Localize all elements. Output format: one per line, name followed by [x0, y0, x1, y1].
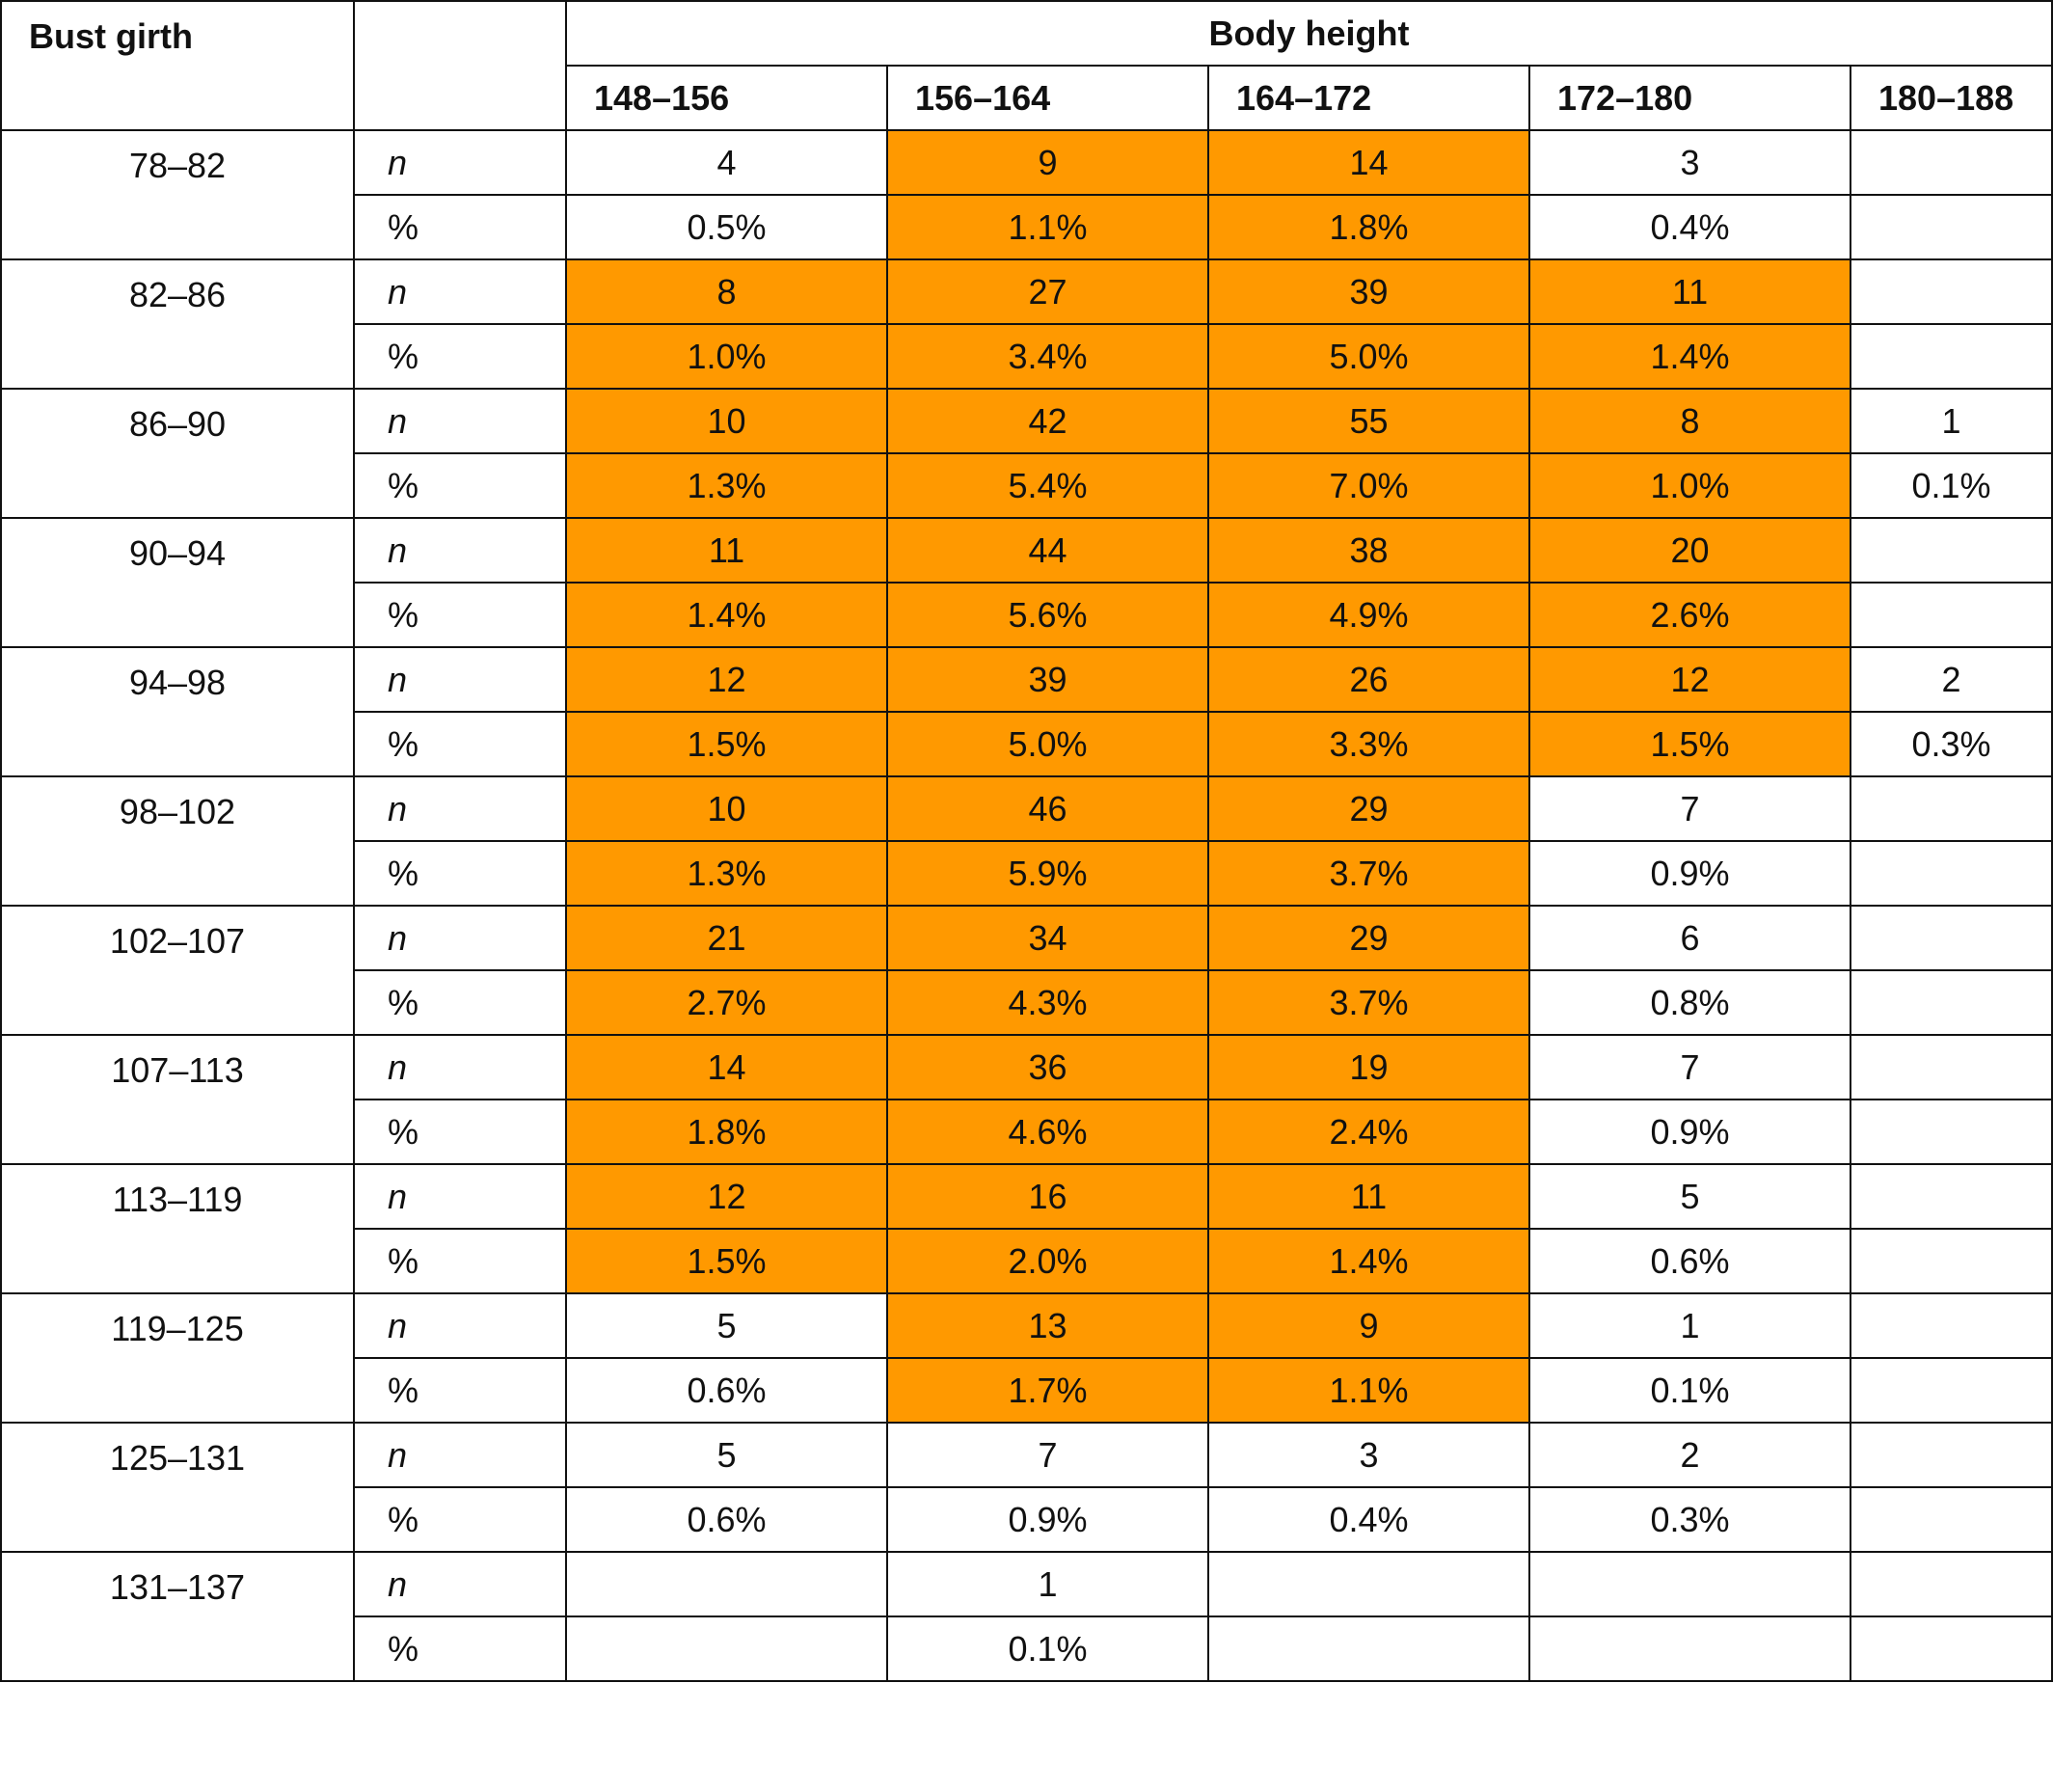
percent-cell [1850, 1100, 2052, 1164]
count-cell [1850, 1552, 2052, 1616]
percent-cell [1850, 841, 2052, 906]
count-cell: 8 [566, 259, 887, 324]
count-cell: 7 [887, 1423, 1208, 1487]
row-type-percent: % [354, 324, 566, 389]
row-type-percent: % [354, 841, 566, 906]
count-cell: 6 [1529, 906, 1850, 970]
percent-cell: 1.5% [566, 1229, 887, 1293]
percent-cell: 1.0% [566, 324, 887, 389]
percent-cell: 0.4% [1529, 195, 1850, 259]
height-range-header: 148–156 [566, 66, 887, 130]
percent-cell: 1.3% [566, 453, 887, 518]
bust-girth-range: 102–107 [1, 906, 354, 1035]
height-range-header: 156–164 [887, 66, 1208, 130]
row-type-n: n [354, 259, 566, 324]
percent-cell: 1.7% [887, 1358, 1208, 1423]
percent-cell: 0.6% [566, 1487, 887, 1552]
percent-cell: 0.1% [1529, 1358, 1850, 1423]
percent-cell: 5.0% [1208, 324, 1529, 389]
bust-girth-range: 119–125 [1, 1293, 354, 1423]
count-cell: 14 [1208, 130, 1529, 195]
count-cell: 5 [1529, 1164, 1850, 1229]
count-cell [1850, 776, 2052, 841]
percent-cell: 2.4% [1208, 1100, 1529, 1164]
row-type-n: n [354, 1035, 566, 1100]
bust-girth-range: 94–98 [1, 647, 354, 776]
percent-cell: 2.0% [887, 1229, 1208, 1293]
percent-cell: 1.4% [1529, 324, 1850, 389]
table-row [1, 389, 2052, 453]
row-type-percent: % [354, 1229, 566, 1293]
table-row [1, 776, 2052, 841]
row-type-n: n [354, 1423, 566, 1487]
count-cell: 20 [1529, 518, 1850, 583]
count-cell [566, 1552, 887, 1616]
row-type-percent: % [354, 583, 566, 647]
count-cell [1850, 906, 2052, 970]
table-header [1, 1, 2052, 130]
count-cell: 1 [887, 1552, 1208, 1616]
table-row [1, 518, 2052, 583]
percent-cell: 7.0% [1208, 453, 1529, 518]
count-cell: 39 [1208, 259, 1529, 324]
row-type-n: n [354, 906, 566, 970]
count-cell: 2 [1850, 647, 2052, 712]
percent-cell: 0.5% [566, 195, 887, 259]
bust-girth-range: 98–102 [1, 776, 354, 906]
percent-cell: 3.3% [1208, 712, 1529, 776]
table-row [1, 130, 2052, 195]
row-type-n: n [354, 389, 566, 453]
count-cell: 12 [1529, 647, 1850, 712]
row-type-percent: % [354, 712, 566, 776]
count-cell: 21 [566, 906, 887, 970]
row-type-percent: % [354, 970, 566, 1035]
count-cell [1850, 1035, 2052, 1100]
percent-cell: 4.3% [887, 970, 1208, 1035]
percent-cell [566, 1616, 887, 1681]
count-cell: 29 [1208, 776, 1529, 841]
row-type-percent: % [354, 1100, 566, 1164]
count-cell: 42 [887, 389, 1208, 453]
table-row [1, 1035, 2052, 1100]
count-cell: 9 [887, 130, 1208, 195]
row-type-n: n [354, 130, 566, 195]
count-cell: 7 [1529, 1035, 1850, 1100]
percent-cell [1529, 1616, 1850, 1681]
table-row [1, 1552, 2052, 1616]
percent-cell: 1.8% [566, 1100, 887, 1164]
percent-cell: 5.6% [887, 583, 1208, 647]
percent-cell: 0.9% [1529, 1100, 1850, 1164]
count-cell [1850, 1164, 2052, 1229]
percent-cell [1850, 583, 2052, 647]
count-cell: 12 [566, 647, 887, 712]
count-cell: 11 [566, 518, 887, 583]
height-range-header: 164–172 [1208, 66, 1529, 130]
count-cell: 3 [1529, 130, 1850, 195]
count-cell: 10 [566, 389, 887, 453]
percent-cell: 0.8% [1529, 970, 1850, 1035]
bust-girth-range: 86–90 [1, 389, 354, 518]
percent-cell: 1.1% [1208, 1358, 1529, 1423]
row-type-percent: % [354, 195, 566, 259]
bust-girth-range: 113–119 [1, 1164, 354, 1293]
percent-cell [1850, 1358, 2052, 1423]
percent-cell [1850, 324, 2052, 389]
percent-cell: 2.7% [566, 970, 887, 1035]
percent-cell: 3.4% [887, 324, 1208, 389]
percent-cell [1850, 1487, 2052, 1552]
percent-cell: 1.0% [1529, 453, 1850, 518]
row-type-n: n [354, 647, 566, 712]
height-range-header: 172–180 [1529, 66, 1850, 130]
percent-cell: 4.9% [1208, 583, 1529, 647]
count-cell: 5 [566, 1293, 887, 1358]
percent-cell [1850, 1616, 2052, 1681]
count-cell [1529, 1552, 1850, 1616]
count-cell: 5 [566, 1423, 887, 1487]
percent-cell: 1.5% [1529, 712, 1850, 776]
percent-cell: 0.6% [566, 1358, 887, 1423]
row-type-n: n [354, 1552, 566, 1616]
percent-cell: 1.1% [887, 195, 1208, 259]
percent-cell: 3.7% [1208, 841, 1529, 906]
count-cell: 11 [1208, 1164, 1529, 1229]
percent-cell: 2.6% [1529, 583, 1850, 647]
count-cell [1850, 1293, 2052, 1358]
count-cell: 7 [1529, 776, 1850, 841]
percent-cell [1850, 1229, 2052, 1293]
percent-cell: 0.3% [1529, 1487, 1850, 1552]
count-cell: 14 [566, 1035, 887, 1100]
percent-cell [1208, 1616, 1529, 1681]
count-cell: 12 [566, 1164, 887, 1229]
height-range-header: 180–188 [1850, 66, 2052, 130]
count-cell: 3 [1208, 1423, 1529, 1487]
count-cell: 38 [1208, 518, 1529, 583]
row-type-percent: % [354, 453, 566, 518]
count-cell: 44 [887, 518, 1208, 583]
table-row [1, 1164, 2052, 1229]
percent-cell: 0.6% [1529, 1229, 1850, 1293]
count-cell: 8 [1529, 389, 1850, 453]
percent-cell: 1.8% [1208, 195, 1529, 259]
count-cell [1208, 1552, 1529, 1616]
row-type-percent: % [354, 1358, 566, 1423]
percent-cell: 1.4% [1208, 1229, 1529, 1293]
percent-cell: 4.6% [887, 1100, 1208, 1164]
percent-cell: 0.4% [1208, 1487, 1529, 1552]
count-cell: 46 [887, 776, 1208, 841]
count-cell: 27 [887, 259, 1208, 324]
bust-girth-range: 107–113 [1, 1035, 354, 1164]
count-cell: 2 [1529, 1423, 1850, 1487]
type-header-empty [354, 1, 566, 130]
count-cell: 19 [1208, 1035, 1529, 1100]
percent-cell: 5.0% [887, 712, 1208, 776]
count-cell [1850, 518, 2052, 583]
percent-cell: 0.9% [1529, 841, 1850, 906]
table-row [1, 1423, 2052, 1487]
header-row-top [1, 1, 2052, 66]
percent-cell: 0.3% [1850, 712, 2052, 776]
table-row [1, 1293, 2052, 1358]
count-cell: 36 [887, 1035, 1208, 1100]
count-cell: 26 [1208, 647, 1529, 712]
bust-girth-range: 131–137 [1, 1552, 354, 1681]
percent-cell: 1.4% [566, 583, 887, 647]
row-type-n: n [354, 518, 566, 583]
percent-cell: 3.7% [1208, 970, 1529, 1035]
percent-cell: 0.1% [887, 1616, 1208, 1681]
table-body [1, 130, 2052, 1681]
count-cell [1850, 259, 2052, 324]
percent-cell: 0.1% [1850, 453, 2052, 518]
row-type-percent: % [354, 1616, 566, 1681]
count-cell [1850, 1423, 2052, 1487]
bust-girth-range: 90–94 [1, 518, 354, 647]
bust-girth-range: 82–86 [1, 259, 354, 389]
percent-cell [1850, 195, 2052, 259]
percent-cell: 1.5% [566, 712, 887, 776]
table-row [1, 259, 2052, 324]
count-cell: 34 [887, 906, 1208, 970]
count-cell: 16 [887, 1164, 1208, 1229]
row-type-percent: % [354, 1487, 566, 1552]
table-row [1, 906, 2052, 970]
table-row [1, 647, 2052, 712]
percent-cell: 5.9% [887, 841, 1208, 906]
percent-cell: 5.4% [887, 453, 1208, 518]
percent-cell [1850, 970, 2052, 1035]
row-type-n: n [354, 1164, 566, 1229]
count-cell: 29 [1208, 906, 1529, 970]
count-cell: 55 [1208, 389, 1529, 453]
bust-girth-range: 78–82 [1, 130, 354, 259]
percent-cell: 0.9% [887, 1487, 1208, 1552]
row-type-n: n [354, 1293, 566, 1358]
count-cell: 1 [1850, 389, 2052, 453]
count-cell: 10 [566, 776, 887, 841]
count-cell: 11 [1529, 259, 1850, 324]
count-cell: 4 [566, 130, 887, 195]
count-cell: 39 [887, 647, 1208, 712]
bust-girth-header: Bust girth [1, 1, 354, 130]
row-type-n: n [354, 776, 566, 841]
bust-girth-range: 125–131 [1, 1423, 354, 1552]
body-height-header: Body height [566, 1, 2052, 66]
count-cell: 1 [1529, 1293, 1850, 1358]
count-cell: 13 [887, 1293, 1208, 1358]
count-cell [1850, 130, 2052, 195]
count-cell: 9 [1208, 1293, 1529, 1358]
percent-cell: 1.3% [566, 841, 887, 906]
